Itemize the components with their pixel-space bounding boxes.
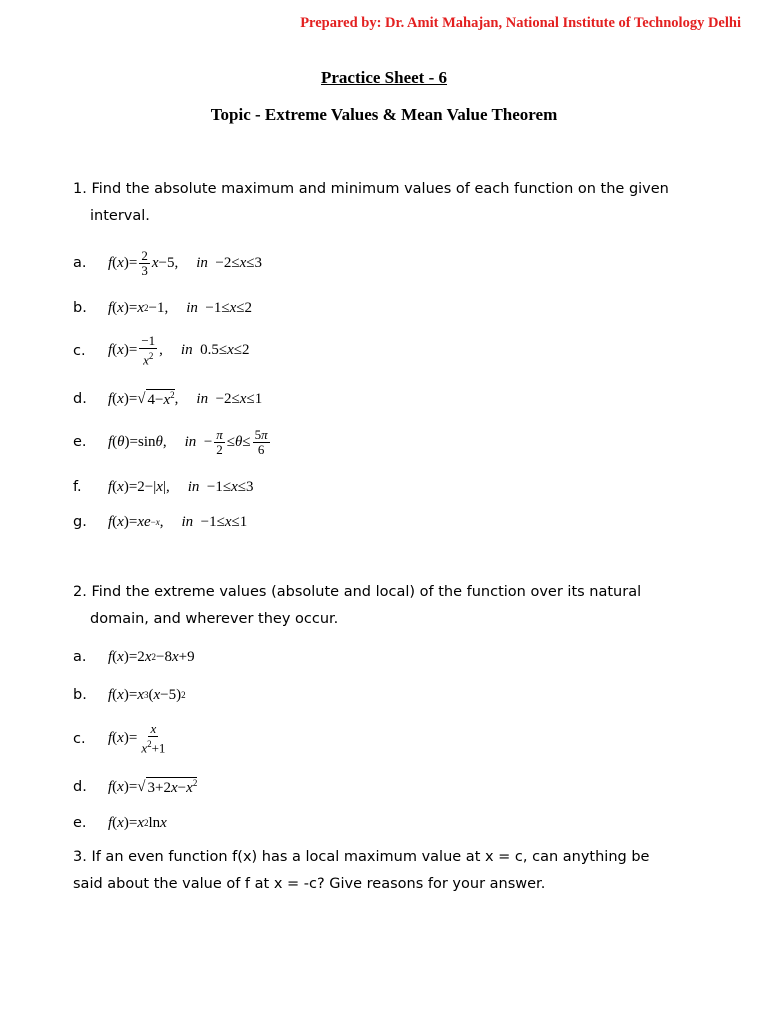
q2-item-d — [73, 767, 197, 807]
formula: f ( x )= −1 $x^2$ , in 0.5≤ x ≤2 — [108, 333, 250, 368]
question-3 — [73, 844, 694, 898]
q1-item-c — [73, 331, 249, 371]
item-label: b. — [73, 687, 87, 703]
q2-item-e — [73, 803, 167, 843]
item-label: c. — [73, 731, 86, 747]
formula: f ( x )=√ $3+2x-x^2$ — [108, 778, 198, 796]
item-label: a. — [73, 255, 87, 271]
item-label: d. — [73, 779, 87, 795]
formula: f ( x )=2−| x |, in −1≤ x ≤3 — [108, 478, 254, 495]
question-1 — [73, 176, 694, 230]
formula: f ( x )= xe −x , in −1≤ x ≤1 — [108, 513, 248, 530]
q1-item-d — [73, 379, 262, 419]
q1-item-g — [73, 502, 247, 542]
question-2-line1: 2. Find the extreme values (absolute and local) of the function over its natural — [73, 584, 642, 600]
formula: f ( x )= x 2 −1, in −1≤ x ≤2 — [108, 299, 252, 316]
formula: f ( θ )=sin θ , in − π 2 ≤ θ ≤ 5π 6 — [108, 426, 268, 457]
q2-item-c — [73, 719, 169, 759]
formula: f ( x )=√ $4-x^2$ , in −2≤ x ≤1 — [108, 390, 263, 408]
q2-item-a — [73, 637, 195, 677]
formula: f ( x )= 2 3 x −5, in −2≤ x ≤3 — [108, 247, 262, 278]
item-label: f. — [73, 479, 82, 495]
question-1-line1: 1. Find the absolute maximum and minimum values of each function on the given — [73, 181, 669, 197]
formula: f ( x )= x 2 ln x — [108, 814, 167, 831]
item-label: g. — [73, 514, 87, 530]
formula: f ( x )= x 3 ( x −5) 2 — [108, 686, 186, 703]
question-1-line2: interval. — [90, 208, 150, 224]
q1-item-e — [73, 422, 272, 462]
question-2 — [73, 579, 694, 633]
q1-item-a — [73, 243, 262, 283]
sheet-topic: Topic - Extreme Values & Mean Value Theorem — [210, 105, 558, 124]
item-label: e. — [73, 815, 87, 831]
formula: f ( x )= x $x^2+1$ — [108, 721, 166, 756]
question-2-line2: domain, and wherever they occur. — [90, 611, 339, 627]
item-label: e. — [73, 434, 87, 450]
q1-item-f — [73, 467, 253, 507]
item-label: d. — [73, 391, 87, 407]
item-label: b. — [73, 300, 87, 316]
item-label: a. — [73, 649, 87, 665]
formula: f ( x )=2 x 2 −8 x +9 — [108, 648, 195, 665]
sheet-title: Practice Sheet - 6 — [320, 68, 448, 87]
q1-item-b — [73, 288, 252, 328]
item-label: c. — [73, 343, 86, 359]
question-3-line2: said about the value of f at x = -c? Give reasons for your answer. — [73, 876, 546, 892]
question-3-line1: 3. If an even function f(x) has a local maximum value at x = c, can anything be — [73, 849, 650, 865]
author-header: Prepared by: Dr. Amit Mahajan, National Institute of Technology Delhi — [300, 15, 741, 31]
q2-item-b — [73, 675, 186, 715]
